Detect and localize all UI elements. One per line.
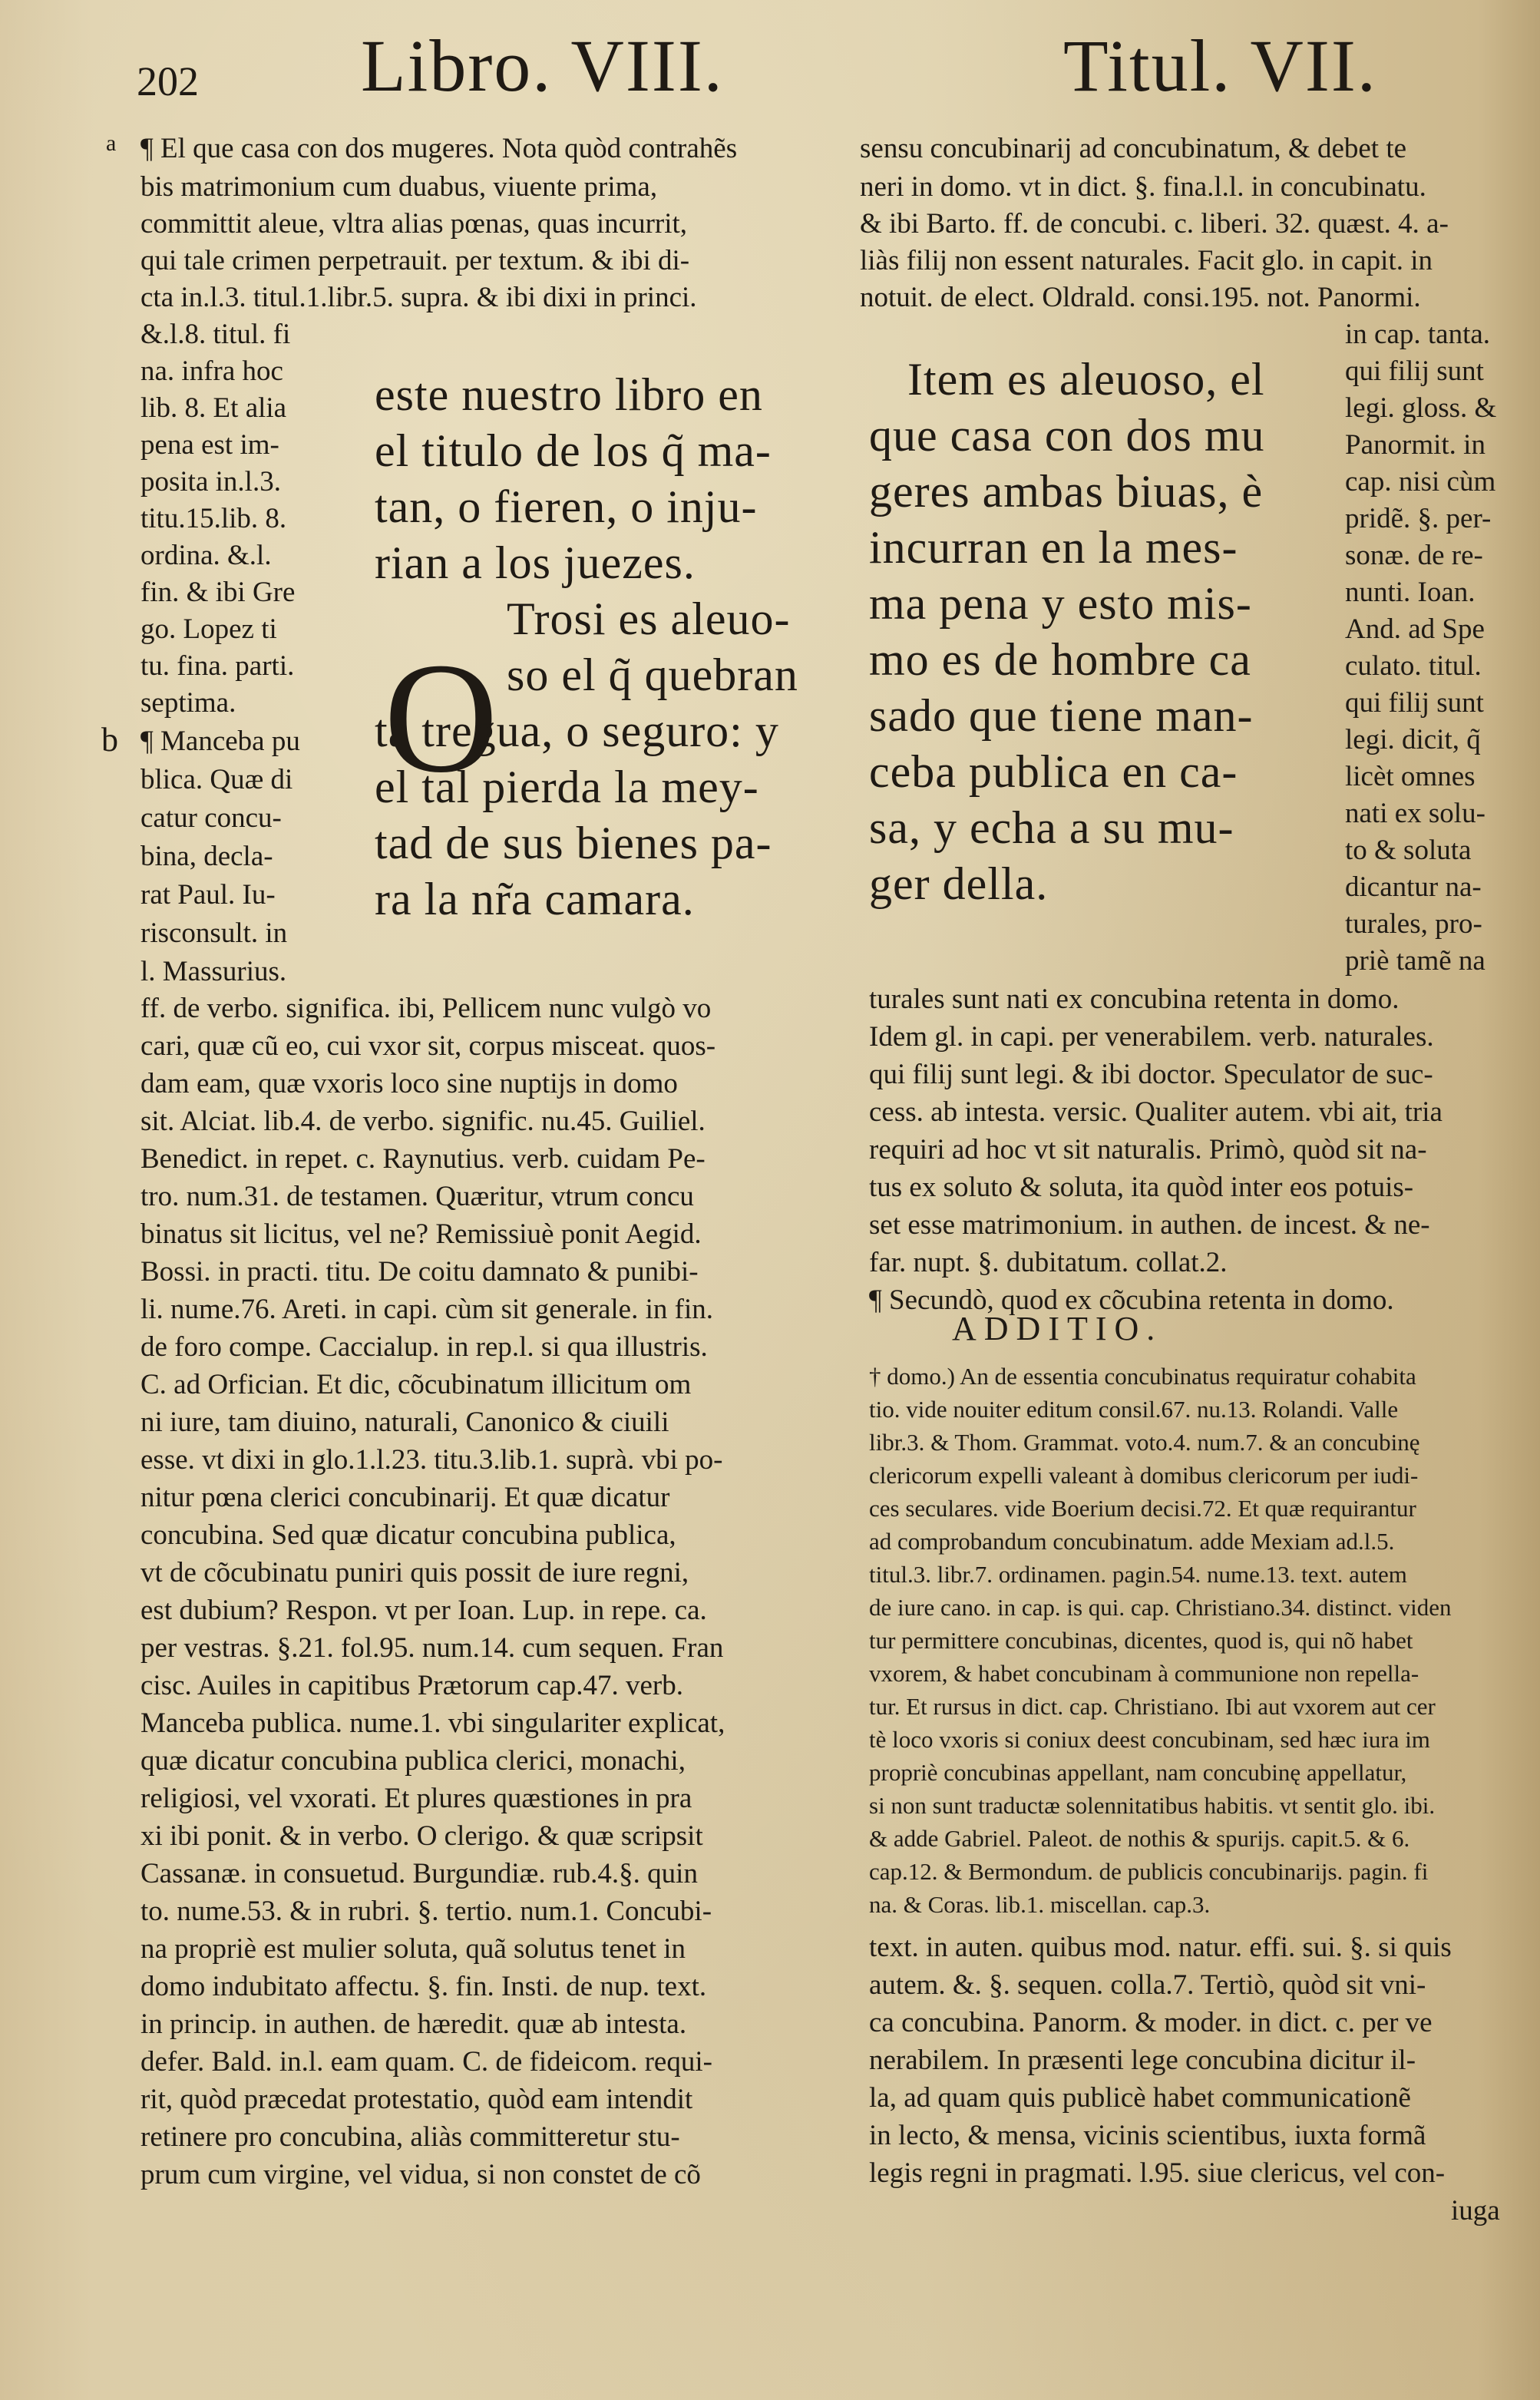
addition-line: tur permittere concubinas, dicentes, quod is, qui nõ habet xyxy=(869,1627,1413,1654)
drop-cap: O xyxy=(384,630,498,805)
commentary-line: cess. ab intesta. versic. Qualiter autem. vbi ait, tria xyxy=(869,1096,1443,1128)
gloss-line: lib. 8. Et alia xyxy=(140,392,287,424)
commentary-line: xi ibi ponit. & in verbo. O clerigo. & quæ scripsit xyxy=(140,1820,703,1852)
commentary-line: ni iure, tam diuino, naturali, Canonico & ciuili xyxy=(140,1407,669,1438)
law-text-line: mo es de hombre ca xyxy=(869,634,1251,685)
law-text-line: tan, o fieren, o inju- xyxy=(375,481,758,532)
commentary-line: Cassanæ. in consuetud. Burgundiæ. rub.4.§. quin xyxy=(140,1858,698,1889)
gloss-line: l. Massurius. xyxy=(140,956,287,987)
commentary-line: concubina. Sed quæ dicatur concubina publica, xyxy=(140,1519,676,1551)
addition-line: clericorum expelli valeant à domibus clericorum per iudi- xyxy=(869,1462,1419,1489)
gloss-line: to & soluta xyxy=(1345,835,1472,866)
law-text-line: ra la nr̃a camara. xyxy=(375,874,695,924)
gloss-line: Panormit. in xyxy=(1345,429,1485,461)
commentary-line: cisc. Auiles in capitibus Prætorum cap.47. verb. xyxy=(140,1670,683,1701)
gloss-line: catur concu- xyxy=(140,802,282,834)
addition-line: tè loco vxoris si coniux deest concubinam, sed hæc iura im xyxy=(869,1726,1430,1753)
header-left-title: Libro. VIII. xyxy=(361,25,724,107)
addition-line: † domo.) An de essentia concubinatus requiratur cohabita xyxy=(869,1363,1416,1390)
commentary-line: quæ dicatur concubina publica clerici, monachi, xyxy=(140,1745,686,1777)
gloss-line: rat Paul. Iu- xyxy=(140,879,276,911)
commentary-line: per vestras. §.21. fol.95. num.14. cum sequen. Fran xyxy=(140,1632,724,1664)
gloss-line: cap. nisi cùm xyxy=(1345,466,1496,498)
law-text-line: ma pena y esto mis- xyxy=(869,578,1252,629)
law-text-line: este nuestro libro en xyxy=(375,369,763,420)
commentary-line: binatus sit licitus, vel ne? Remissiuè ponit Aegid. xyxy=(140,1218,702,1250)
commentary-line: Bossi. in practi. titu. De coitu damnato & punibi- xyxy=(140,1256,699,1288)
gloss-line: titu.15.lib. 8. xyxy=(140,503,287,534)
addition-line: & adde Gabriel. Paleot. de nothis & spurijs. capit.5. & 6. xyxy=(869,1825,1410,1852)
gloss-line: pridẽ. §. per- xyxy=(1345,503,1492,534)
gloss-line: septima. xyxy=(140,687,236,719)
addition-line: vxorem, & habet concubinam à communione non repella- xyxy=(869,1660,1419,1687)
commentary-line: nerabilem. In præsenti lege concubina dicitur il- xyxy=(869,2045,1416,2076)
commentary-line: nitur pœna clerici concubinarij. Et quæ dicatur xyxy=(140,1482,670,1513)
header-right-title: Titul. VII. xyxy=(1063,25,1377,107)
law-text-line: so el q̃ quebran xyxy=(507,650,798,700)
law-text-line: tad de sus bienes pa- xyxy=(375,818,772,868)
gloss-line: &.l.8. titul. fi xyxy=(140,319,291,350)
gloss-line: pena est im- xyxy=(140,429,279,461)
law-text-line: geres ambas biuas, è xyxy=(869,466,1264,517)
law-text-line: el titulo de los q̃ ma- xyxy=(375,425,772,476)
law-text-line: rian a los juezes. xyxy=(375,537,696,588)
gloss-line: nunti. Ioan. xyxy=(1345,577,1476,608)
commentary-line: ¶ El que casa con dos mugeres. Nota quòd contrahẽs xyxy=(140,133,738,164)
commentary-line: autem. &. §. sequen. colla.7. Tertiò, quòd sit vni- xyxy=(869,1969,1426,2001)
gloss-line: risconsult. in xyxy=(140,917,288,949)
commentary-line: C. ad Orfician. Et dic, cõcubinatum illicitum om xyxy=(140,1369,692,1400)
addition-line: ces seculares. vide Boerium decisi.72. Et quæ requirantur xyxy=(869,1495,1416,1522)
commentary-line: set esse matrimonium. in authen. de incest. & ne- xyxy=(869,1209,1430,1241)
commentary-line: requiri ad hoc vt sit naturalis. Primò, quòd sit na- xyxy=(869,1134,1427,1165)
commentary-line: na propriè est mulier soluta, quã solutus tenet in xyxy=(140,1933,686,1965)
gloss-line: qui filij sunt xyxy=(1345,687,1484,719)
law-text-line: el tal pierda la mey- xyxy=(375,762,759,812)
commentary-line: dam eam, quæ vxoris loco sine nuptijs in domo xyxy=(140,1068,678,1099)
commentary-line: Benedict. in repet. c. Raynutius. verb. cuidam Pe- xyxy=(140,1143,706,1175)
commentary-line: qui tale crimen perpetrauit. per textum. & ibi di- xyxy=(140,245,690,276)
law-text-line: incurran en la mes- xyxy=(869,522,1238,573)
commentary-line: tro. num.31. de testamen. Quæritur, vtrum concu xyxy=(140,1181,694,1212)
law-text-line: ceba publica en ca- xyxy=(869,746,1238,797)
gloss-line: ¶ Manceba pu xyxy=(140,726,300,757)
commentary-line: defer. Bald. in.l. eam quam. C. de fideicom. requi- xyxy=(140,2046,712,2078)
gloss-line: sonæ. de re- xyxy=(1345,540,1483,571)
gloss-line: ordina. &.l. xyxy=(140,540,272,571)
law-text-line: Trosi es aleuo- xyxy=(507,593,791,644)
commentary-line: qui filij sunt legi. & ibi doctor. Speculator de suc- xyxy=(869,1059,1433,1090)
gloss-line: licèt omnes xyxy=(1345,761,1476,792)
law-text-line: ger della. xyxy=(869,858,1049,909)
gloss-line: dicantur na- xyxy=(1345,871,1482,903)
addition-heading: ADDITIO. xyxy=(952,1310,1163,1347)
commentary-line: de foro compe. Caccialup. in rep.l. si qua illustris. xyxy=(140,1331,708,1363)
commentary-line: retinere pro concubina, aliàs committeretur stu- xyxy=(140,2121,680,2153)
addition-line: libr.3. & Thom. Grammat. voto.4. num.7. & an concubinę xyxy=(869,1429,1420,1456)
gloss-line: And. ad Spe xyxy=(1345,613,1485,645)
gloss-line: qui filij sunt xyxy=(1345,355,1484,387)
commentary-line: Manceba publica. nume.1. vbi singulariter explicat, xyxy=(140,1707,725,1739)
commentary-line: ¶ Secundò, quod ex cõcubina retenta in domo. xyxy=(869,1284,1394,1316)
commentary-line: est dubium? Respon. vt per Ioan. Lup. in repe. ca. xyxy=(140,1595,707,1626)
gloss-line: priè tamẽ na xyxy=(1345,945,1485,977)
commentary-line: religiosi, vel vxorati. Et plures quæstiones in pra xyxy=(140,1783,692,1814)
gloss-line: go. Lopez ti xyxy=(140,613,277,645)
commentary-line: bis matrimonium cum duabus, viuente prima, xyxy=(140,171,658,203)
gloss-line: na. infra hoc xyxy=(140,355,283,387)
gloss-line: nati ex solu- xyxy=(1345,798,1485,829)
commentary-line: ca concubina. Panorm. & moder. in dict. c. per ve xyxy=(869,2007,1433,2038)
addition-line: na. & Coras. lib.1. miscellan. cap.3. xyxy=(869,1891,1211,1918)
gloss-line: legi. gloss. & xyxy=(1345,392,1497,424)
commentary-line: vt de cõcubinatu puniri quis possit de iure regni, xyxy=(140,1557,689,1588)
commentary-line: to. nume.53. & in rubri. §. tertio. num.1. Concubi- xyxy=(140,1896,712,1927)
addition-line: si non sunt traductæ solennitatibus habitis. vt sentit glo. ibi. xyxy=(869,1792,1436,1819)
addition-line: ad comprobandum concubinatum. adde Mexiam ad.l.5. xyxy=(869,1528,1395,1555)
commentary-line: sensu concubinarij ad concubinatum, & debet te xyxy=(860,133,1407,164)
gloss-line: in cap. tanta. xyxy=(1345,319,1491,350)
gloss-marker-a: a xyxy=(106,131,117,156)
addition-line: cap.12. & Bermondum. de publicis concubinarijs. pagin. fi xyxy=(869,1858,1429,1885)
law-text-line: Item es aleuoso, el xyxy=(907,354,1265,405)
commentary-line: sit. Alciat. lib.4. de verbo. signific. nu.45. Guiliel. xyxy=(140,1106,706,1137)
gloss-line: culato. titul. xyxy=(1345,650,1482,682)
commentary-line: rit, quòd præcedat protestatio, quòd eam intendit xyxy=(140,2084,693,2115)
law-text-line: ta tregua, o seguro: y xyxy=(375,706,779,756)
addition-line: propriè concubinas appellant, nam concubinę appellatur, xyxy=(869,1759,1407,1786)
commentary-line: neri in domo. vt in dict. §. fina.l.l. in concubinatu. xyxy=(860,171,1426,203)
commentary-line: ff. de verbo. significa. ibi, Pellicem nunc vulgò vo xyxy=(140,993,712,1024)
commentary-line: cta in.l.3. titul.1.libr.5. supra. & ibi dixi in princi. xyxy=(140,282,697,313)
page-number: 202 xyxy=(137,58,199,104)
commentary-line: in princip. in authen. de hæredit. quæ ab intesta. xyxy=(140,2008,687,2040)
law-text-line: sa, y echa a su mu- xyxy=(869,802,1234,853)
commentary-line: notuit. de elect. Oldrald. consi.195. not. Panormi. xyxy=(860,282,1421,313)
gloss-line: bina, decla- xyxy=(140,841,273,872)
addition-line: tio. vide nouiter editum consil.67. nu.13. Rolandi. Valle xyxy=(869,1396,1399,1423)
commentary-line: domo indubitato affectu. §. fin. Insti. de nup. text. xyxy=(140,1971,707,2002)
law-text-line: que casa con dos mu xyxy=(869,410,1265,461)
commentary-line: Idem gl. in capi. per venerabilem. verb. naturales. xyxy=(869,1021,1434,1053)
addition-line: de iure cano. in cap. is qui. cap. Christiano.34. distinct. viden xyxy=(869,1594,1452,1621)
gloss-line: posita in.l.3. xyxy=(140,466,281,498)
addition-line: titul.3. libr.7. ordinamen. pagin.54. nume.13. text. autem xyxy=(869,1561,1407,1588)
commentary-line: legis regni in pragmati. l.95. siue clericus, vel con- xyxy=(869,2157,1446,2189)
commentary-line: far. nupt. §. dubitatum. collat.2. xyxy=(869,1247,1228,1278)
commentary-line: & ibi Barto. ff. de concubi. c. liberi. 32. quæst. 4. a- xyxy=(860,208,1449,240)
commentary-line: turales sunt nati ex concubina retenta in domo. xyxy=(869,983,1400,1015)
commentary-line: liàs filij non essent naturales. Facit glo. in capit. in xyxy=(860,245,1433,276)
gloss-line: legi. dicit, q̃ xyxy=(1345,724,1481,755)
commentary-line: committit aleue, vltra alias pœnas, quas incurrit, xyxy=(140,208,688,240)
addition-line: tur. Et rursus in dict. cap. Christiano. Ibi aut vxorem aut cer xyxy=(869,1693,1436,1720)
commentary-line: li. nume.76. Areti. in capi. cùm sit generale. in fin. xyxy=(140,1294,713,1325)
gloss-line: turales, pro- xyxy=(1345,908,1482,940)
gloss-marker-b: b xyxy=(101,721,118,759)
law-text-line: sado que tiene man- xyxy=(869,690,1254,741)
commentary-line: la, ad quam quis publicè habet communicationẽ xyxy=(869,2082,1411,2114)
gloss-line: blica. Quæ di xyxy=(140,764,293,795)
commentary-line: text. in auten. quibus mod. natur. effi. sui. §. si quis xyxy=(869,1932,1452,1963)
commentary-line: tus ex soluto & soluta, ita quòd inter eos potuis- xyxy=(869,1172,1414,1203)
commentary-line: cari, quæ cũ eo, cui vxor sit, corpus misceat. quos- xyxy=(140,1030,716,1062)
gloss-line: tu. fina. parti. xyxy=(140,650,295,682)
commentary-line: esse. vt dixi in glo.1.l.23. titu.3.lib.1. suprà. vbi po- xyxy=(140,1444,723,1476)
commentary-line: prum cum virgine, vel vidua, si non constet de cõ xyxy=(140,2159,701,2190)
gloss-line: fin. & ibi Gre xyxy=(140,577,296,608)
catchword: iuga xyxy=(1451,2195,1500,2226)
commentary-line: in lecto, & mensa, vicinis scientibus, iuxta formã xyxy=(869,2120,1426,2151)
